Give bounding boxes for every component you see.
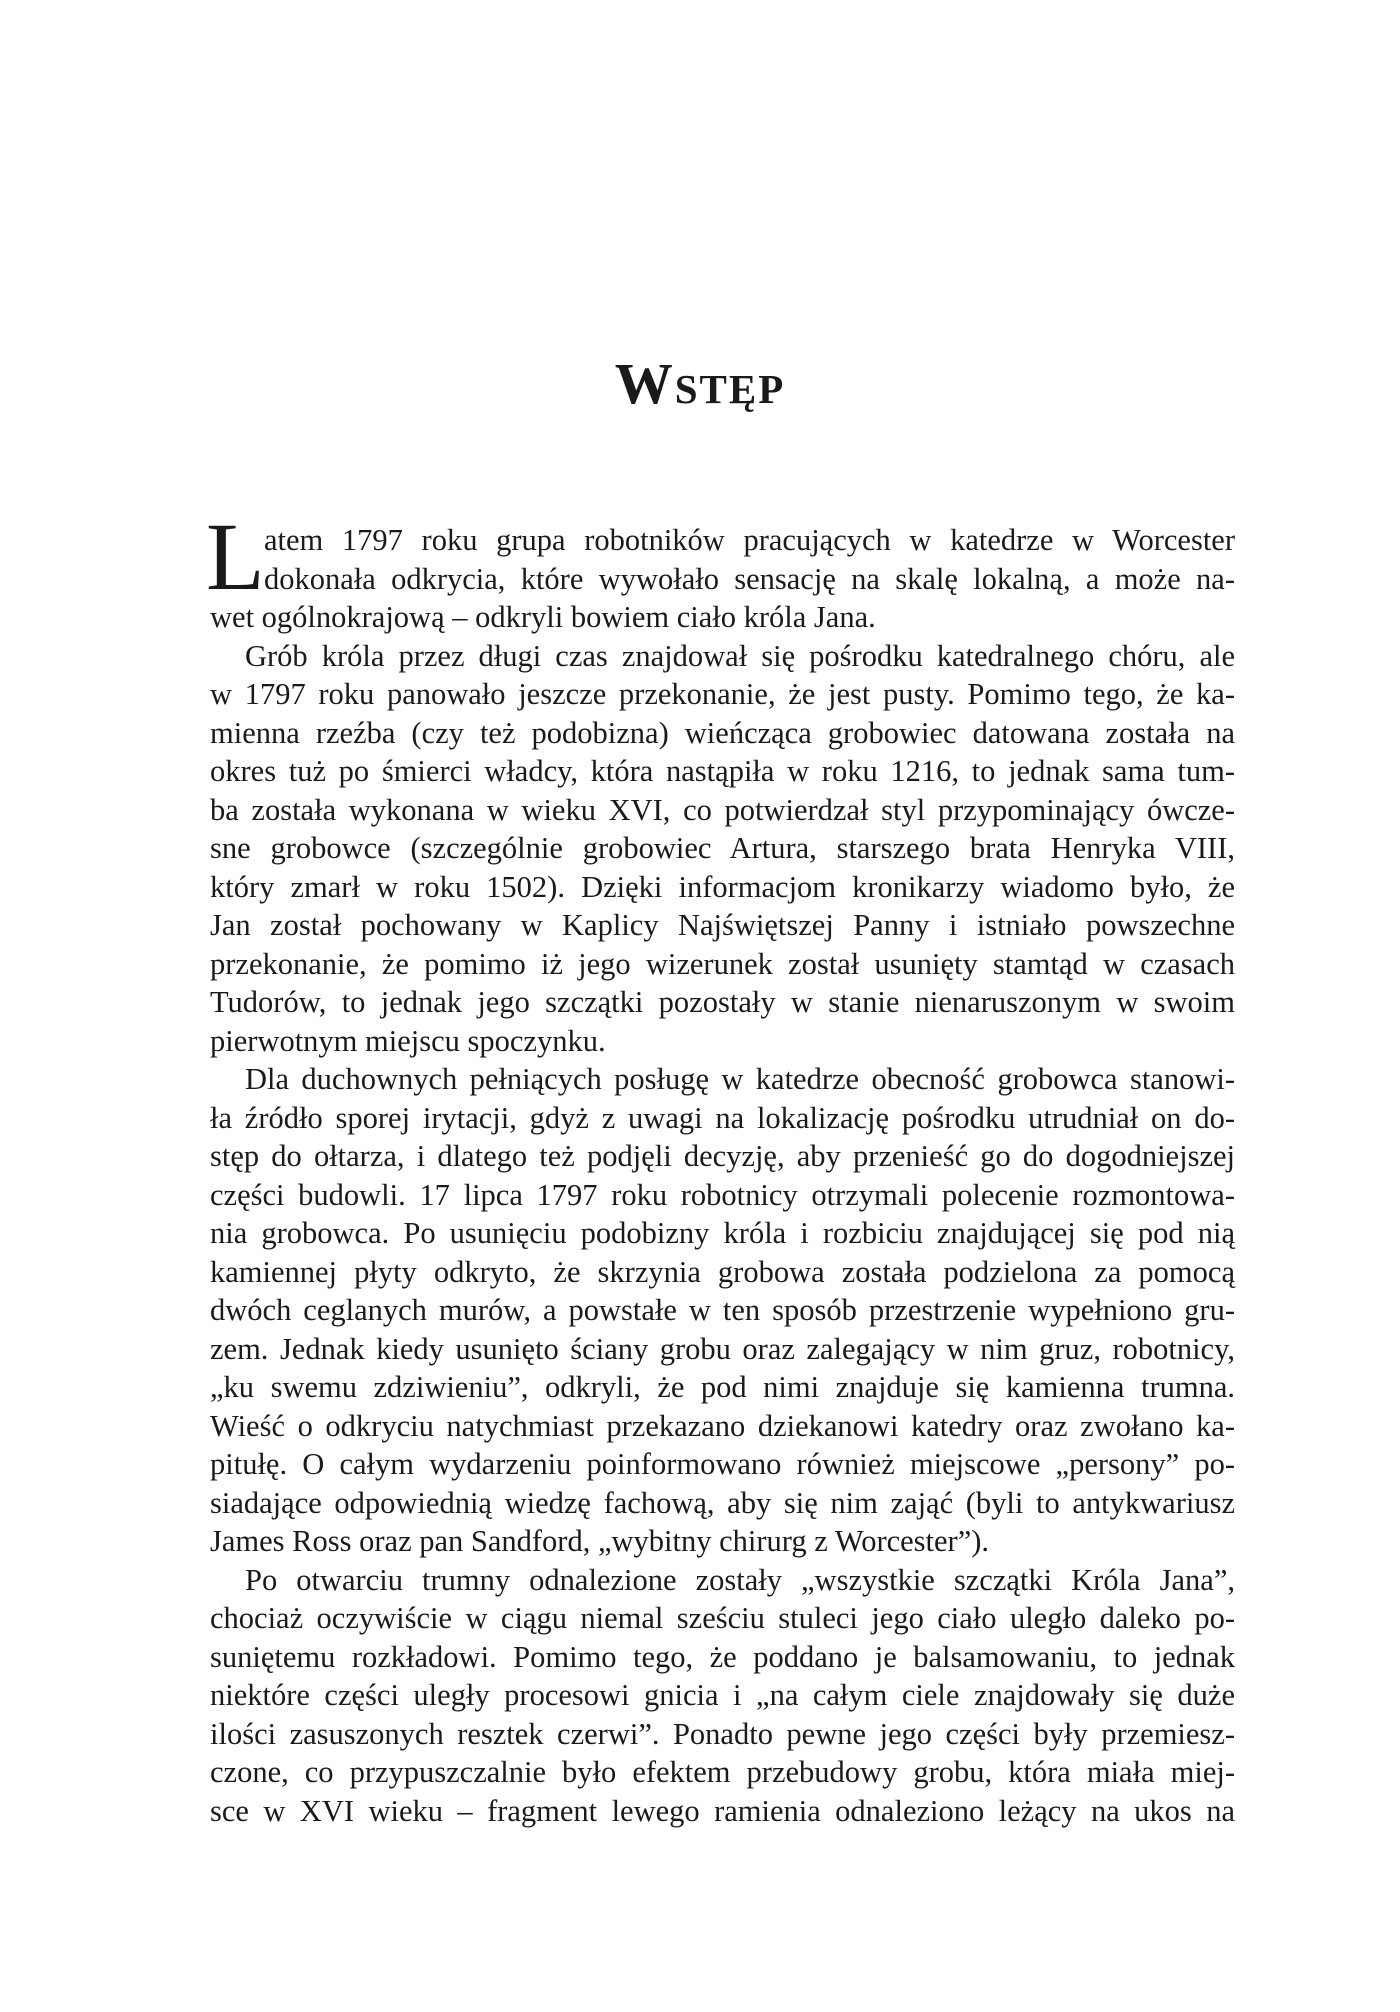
- text-line: który zmarł w roku 1502). Dzięki informacjom kronikarzy wiadomo było, że: [210, 869, 1235, 904]
- text-line: ilości zasuszonych resztek czerwi”. Ponadto pewne jego części były przemiesz-: [210, 1716, 1235, 1751]
- text-line: dwóch ceglanych murów, a powstałe w ten sposób przestrzenie wypełniono gru-: [210, 1293, 1235, 1327]
- text-line: kamiennej płyty odkryto, że skrzynia grobowa została podzielona za pomocą: [210, 1254, 1235, 1289]
- text-line: „ku swemu zdziwieniu”, odkryli, że pod nimi znajduje się kamienna trumna.: [210, 1370, 1235, 1404]
- text-line: mienna rzeźba (czy też podobizna) wieńcząca grobowiec datowana została na: [210, 715, 1235, 750]
- text-line: okres tuż po śmierci władcy, która nastąpiła w roku 1216, to jednak sama tum-: [210, 754, 1235, 788]
- text-line: w 1797 roku panowało jeszcze przekonanie, że jest pusty. Pomimo tego, że ka-: [210, 677, 1235, 711]
- text-line: czone, co przypuszczalnie było efektem przebudowy grobu, która miała miej-: [210, 1755, 1235, 1789]
- text-line: James Ross oraz pan Sandford, „wybitny chirurg z Worcester”).: [210, 1524, 990, 1558]
- text-line: Jan został pochowany w Kaplicy Najświętszej Panny i istniało powszechne: [210, 908, 1235, 942]
- text-line: siadające odpowiednią wiedzę fachową, aby się nim zająć (byli to antykwariusz: [210, 1485, 1235, 1520]
- text-line: sne grobowce (szczególnie grobowiec Artura, starszego brata Henryka VIII,: [210, 831, 1235, 865]
- text-line: ła źródło sporej irytacji, gdyż z uwagi na lokalizację pośrodku utrudniał on do-: [210, 1100, 1235, 1135]
- text-line: Tudorów, to jednak jego szczątki pozostały w stanie nienaruszonym w swoim: [210, 985, 1235, 1019]
- text-line: suniętemu rozkładowi. Pomimo tego, że poddano je balsamowaniu, to jednak: [210, 1639, 1235, 1674]
- drop-cap: L: [206, 503, 265, 610]
- text-line: wet ogólnokrajową – odkryli bowiem ciało króla Jana.: [210, 600, 876, 634]
- text-line: Wieść o odkryciu natychmiast przekazano dziekanowi katedry oraz zwołano ka-: [210, 1408, 1235, 1443]
- text-line: atem 1797 roku grupa robotników pracujących w katedrze w Worcester: [264, 523, 1235, 557]
- text-line: przekonanie, że pomimo iż jego wizerunek został usunięty stamtąd w czasach: [210, 946, 1235, 981]
- text-line: Dla duchownych pełniących posługę w katedrze obecność grobowca stanowi-: [245, 1062, 1235, 1096]
- chapter-title: Wstęp: [614, 351, 786, 416]
- body-text: [206, 503, 1235, 1830]
- text-line: niektóre części uległy procesowi gnicia i „na całym ciele znajdowały się duże: [210, 1678, 1235, 1712]
- text-line: dokonała odkrycia, które wywołało sensację na skalę lokalną, a może na-: [264, 561, 1235, 596]
- text-line: pitułę. O całym wydarzeniu poinformowano również miejscowe „persony” po-: [210, 1447, 1235, 1481]
- text-line: Po otwarciu trumny odnalezione zostały „wszystkie szczątki Króla Jana”,: [245, 1562, 1235, 1597]
- text-line: zem. Jednak kiedy usunięto ściany grobu oraz zalegający w nim gruz, robotnicy,: [210, 1331, 1235, 1366]
- text-line: nia grobowca. Po usunięciu podobizny króla i rozbiciu znajdującej się pod nią: [210, 1216, 1235, 1250]
- text-line: części budowli. 17 lipca 1797 roku robotnicy otrzymali polecenie rozmontowa-: [210, 1177, 1235, 1212]
- text-line: chociaż oczywiście w ciągu niemal sześciu stuleci jego ciało uległo daleko po-: [210, 1601, 1235, 1635]
- text-line: ba została wykonana w wieku XVI, co potwierdzał styl przypominający ówcze-: [210, 792, 1235, 827]
- text-line: pierwotnym miejscu spoczynku.: [210, 1023, 606, 1058]
- text-line: sce w XVI wieku – fragment lewego ramienia odnaleziono leżący na ukos na: [210, 1793, 1235, 1828]
- text-line: stęp do ołtarza, i dlatego też podjęli decyzję, aby przenieść go do dogodniejszej: [210, 1139, 1235, 1173]
- text-line: Grób króla przez długi czas znajdował się pośrodku katedralnego chóru, ale: [245, 638, 1235, 673]
